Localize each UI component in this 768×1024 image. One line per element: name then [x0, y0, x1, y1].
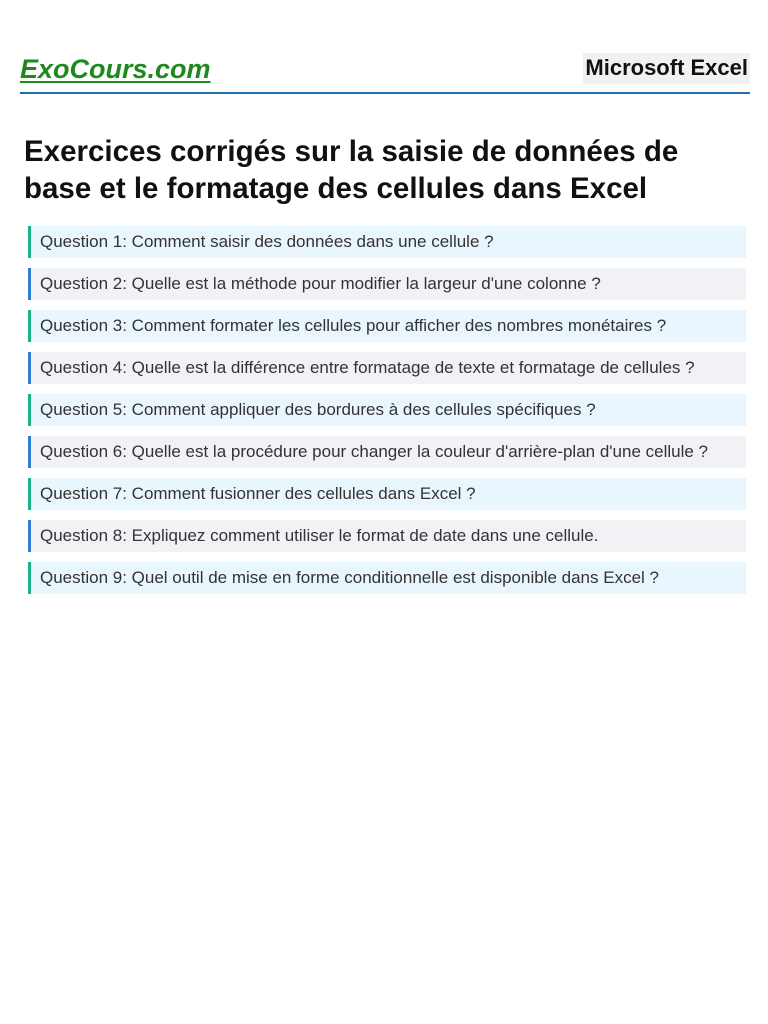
topic-label: Microsoft Excel: [583, 53, 750, 84]
page-header: [20, 50, 750, 94]
question-item-4[interactable]: Question 4: Quelle est la différence entre formatage de texte et formatage de cellules ?: [28, 352, 746, 384]
question-item-6[interactable]: Question 6: Quelle est la procédure pour changer la couleur d'arrière-plan d'une cellule ?: [28, 436, 746, 468]
site-logo-link[interactable]: ExoCours.com: [20, 54, 211, 84]
question-item-1[interactable]: Question 1: Comment saisir des données dans une cellule ?: [28, 226, 746, 258]
page-title: Exercices corrigés sur la saisie de données de base et le formatage des cellules dans Excel: [24, 135, 679, 205]
question-item-5[interactable]: Question 5: Comment appliquer des bordures à des cellules spécifiques ?: [28, 394, 746, 426]
question-item-3[interactable]: Question 3: Comment formater les cellules pour afficher des nombres monétaires ?: [28, 310, 746, 342]
question-item-2[interactable]: Question 2: Quelle est la méthode pour modifier la largeur d'une colonne ?: [28, 268, 746, 300]
question-item-8[interactable]: Question 8: Expliquez comment utiliser le format de date dans une cellule.: [28, 520, 746, 552]
question-list: [28, 226, 746, 604]
question-item-9[interactable]: Question 9: Quel outil de mise en forme conditionnelle est disponible dans Excel ?: [28, 562, 746, 594]
question-item-7[interactable]: Question 7: Comment fusionner des cellules dans Excel ?: [28, 478, 746, 510]
